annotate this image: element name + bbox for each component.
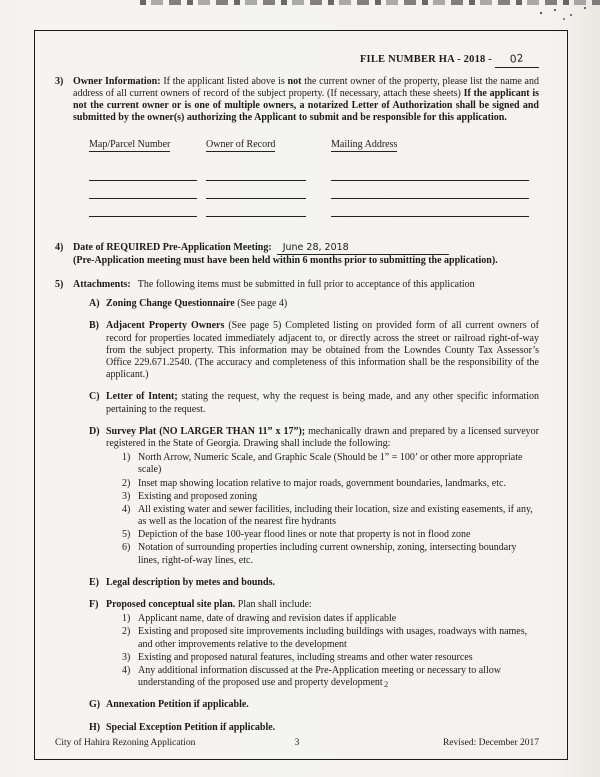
list-text: Existing and proposed site improvements including buildings with usages, roadways with names, and other improvements relative to the development <box>138 626 528 650</box>
attachment-text: (See page 5) Completed listing on provided form of all current owners of record for properties located immediately adjacent to, or directly across the street or railroad right-of-way from the subject property. This information may be obtained from the Lowndes County Tax Assessor’s Office 229.671.2540. (The accuracy and completeness of this information shall be the responsibility of the applicant.) <box>106 320 539 381</box>
owner-information-text <box>73 76 539 125</box>
site-plan-subitem <box>122 626 539 650</box>
attachments-intro: The following items must be submitted in full prior to acceptance of this application <box>137 279 475 291</box>
attachment-label: Survey Plat (NO LARGER THAN 11” x 17”); <box>106 425 306 437</box>
blank-line-owner <box>206 203 306 217</box>
blank-line-mailing <box>331 185 529 199</box>
attachment-label: Special Exception Petition if applicable. <box>106 721 276 733</box>
meeting-note-row <box>73 255 539 267</box>
survey-plat-subitem <box>122 542 539 566</box>
scan-artifact-dots <box>540 12 542 14</box>
attachment-label: Adjacent Property Owners <box>106 320 225 332</box>
list-text: Existing and proposed natural features, including streams and other water resources <box>138 651 473 663</box>
attachment-text-paragraph <box>106 599 539 611</box>
attachment-label: Annexation Petition if applicable. <box>106 699 249 711</box>
list-number: 4) <box>122 664 131 676</box>
attachment-label: Zoning Change Questionnaire <box>106 298 235 310</box>
survey-plat-requirements <box>106 452 539 567</box>
meeting-note: (Pre-Application meeting must have been held within 6 months prior to submitting the application). <box>73 254 498 266</box>
list-number: 2) <box>122 477 131 489</box>
attachment-item-g <box>89 699 539 711</box>
section-number-4: 4) <box>55 241 64 253</box>
list-text: Inset map showing location relative to major roads, government boundaries, landmarks, etc. <box>138 477 506 489</box>
blank-line-mailing <box>331 167 529 181</box>
file-number-blank-line <box>495 53 539 68</box>
attachments-label: Attachments: <box>73 279 131 291</box>
page-frame <box>34 30 568 760</box>
attachment-body <box>106 599 539 689</box>
list-number: 2) <box>122 626 131 638</box>
survey-plat-subitem <box>122 478 539 490</box>
attachment-letter: F) <box>89 599 99 611</box>
file-number-value: 02 <box>509 52 525 66</box>
page-footer <box>55 738 539 750</box>
list-number: 1) <box>122 452 131 464</box>
owners-table <box>89 139 539 218</box>
list-text: Notation of surrounding properties including current ownership, zoning, intersecting boundary lines, right-of-way lines, etc. <box>138 542 517 566</box>
attachment-letter: B) <box>89 320 99 332</box>
site-plan-subitem <box>122 613 539 625</box>
owner-info-text-2: the current owner of the property, please list the name and address of all current owners of record of the subject property. (If necessary, attach these sheets) <box>73 75 539 99</box>
attachment-item-h <box>89 722 539 734</box>
owners-table-row <box>89 185 539 200</box>
attachment-item-d <box>89 426 539 567</box>
stray-mark: 2 <box>384 679 389 689</box>
meeting-date-value: June 28, 2018 <box>282 241 349 253</box>
list-number: 4) <box>122 503 131 515</box>
survey-plat-subitem <box>122 504 539 528</box>
attachment-text: stating the request, why the request is being made, and any other specific information pertaining to the request. <box>106 391 539 415</box>
list-number: 3) <box>122 651 131 663</box>
attachment-letter: A) <box>89 298 100 310</box>
owners-table-row <box>89 167 539 182</box>
attachment-item-f <box>89 599 539 689</box>
table-header-map-parcel: Map/Parcel Number <box>89 138 171 150</box>
attachment-text: (See page 4) <box>237 298 288 310</box>
list-text: North Arrow, Numeric Scale, and Graphic Scale (Should be 1” = 100’ or other more appropriate scale) <box>138 452 523 476</box>
attachment-text-paragraph <box>106 426 539 450</box>
scan-noise-strip <box>140 0 600 5</box>
table-header-owner-of-record: Owner of Record <box>206 138 276 150</box>
meeting-date-line <box>277 242 449 255</box>
meeting-label: Date of REQUIRED Pre-Application Meeting: <box>73 241 272 253</box>
attachment-item-a <box>89 298 539 310</box>
site-plan-requirements <box>106 613 539 689</box>
file-number <box>55 53 539 68</box>
meeting-date-row <box>73 242 539 255</box>
list-number: 5) <box>122 529 131 541</box>
attachment-letter: D) <box>89 425 100 437</box>
list-number: 1) <box>122 613 131 625</box>
list-text: Existing and proposed zoning <box>138 490 258 502</box>
pre-application-meeting-section <box>55 242 539 267</box>
owners-table-row <box>89 203 539 218</box>
attachment-letter: G) <box>89 699 101 711</box>
attachment-text: mechanically drawn and prepared by a licensed surveyor registered in the State of Georgia. Drawing shall include the following: <box>106 425 539 449</box>
list-text: All existing water and sewer facilities, including their location, size and existing easements, if any, as well as the location of the nearest fire hydrants <box>138 503 533 528</box>
owner-info-not: not <box>287 75 302 87</box>
attachment-label: Legal description by metes and bounds. <box>106 576 275 588</box>
survey-plat-subitem <box>122 491 539 503</box>
owner-info-authorization-text: If the applicant is not the current owner or is one of multiple owners, a notarized Letter of Authorization shall be signed and submitted by the owner(s) authorizing the Applicant to submit and be responsible for this application. <box>73 87 540 124</box>
list-number: 3) <box>122 490 131 502</box>
blank-line-owner <box>206 185 306 199</box>
attachment-body <box>106 426 539 567</box>
table-header-mailing-address: Mailing Address <box>331 138 398 150</box>
site-plan-subitem <box>122 665 539 689</box>
owners-table-header-row <box>89 139 539 151</box>
attachment-text: Plan shall include: <box>237 599 312 611</box>
attachment-item-e <box>89 577 539 589</box>
attachments-intro-row <box>73 279 539 291</box>
attachment-letter: H) <box>89 721 101 733</box>
footer-right: Revised: December 2017 <box>442 738 539 749</box>
blank-line-owner <box>206 167 306 181</box>
list-text: Any additional information discussed at the Pre-Application meeting or necessary to allow understanding of the proposed use and property development <box>138 664 501 689</box>
attachment-item-c <box>89 391 539 415</box>
blank-line-map-parcel <box>89 203 197 217</box>
attachments-list <box>89 298 539 733</box>
section-number-3: 3) <box>55 75 64 87</box>
footer-left: City of Hahira Rezoning Application <box>55 738 196 749</box>
survey-plat-subitem <box>122 529 539 541</box>
attachment-item-b <box>89 320 539 381</box>
list-text: Depiction of the base 100-year flood lines or note that property is not in flood zone <box>138 529 471 541</box>
attachment-label: Proposed conceptual site plan. <box>106 599 236 611</box>
footer-page-number: 3 <box>294 738 300 749</box>
blank-line-mailing <box>331 203 529 217</box>
attachment-body <box>106 699 539 711</box>
blank-line-map-parcel <box>89 167 197 181</box>
attachment-body <box>106 391 539 415</box>
site-plan-subitem <box>122 652 539 664</box>
owner-information-section <box>55 76 539 222</box>
owner-info-text-1: If the applicant listed above is <box>163 75 285 87</box>
attachment-body <box>106 722 539 734</box>
attachment-body <box>106 320 539 381</box>
attachment-body <box>106 577 539 589</box>
attachment-body <box>106 298 539 310</box>
list-text: Applicant name, date of drawing and revision dates if applicable <box>138 613 397 625</box>
owner-information-label: Owner Information: <box>73 75 161 87</box>
attachment-label: Letter of Intent; <box>106 391 178 403</box>
attachment-letter: E) <box>89 576 99 588</box>
survey-plat-subitem <box>122 452 539 476</box>
attachments-section <box>55 279 539 291</box>
blank-line-map-parcel <box>89 185 197 199</box>
attachment-letter: C) <box>89 391 100 403</box>
file-number-label: FILE NUMBER HA - 2018 - <box>359 54 492 65</box>
section-number-5: 5) <box>55 279 64 291</box>
list-number: 6) <box>122 542 131 554</box>
